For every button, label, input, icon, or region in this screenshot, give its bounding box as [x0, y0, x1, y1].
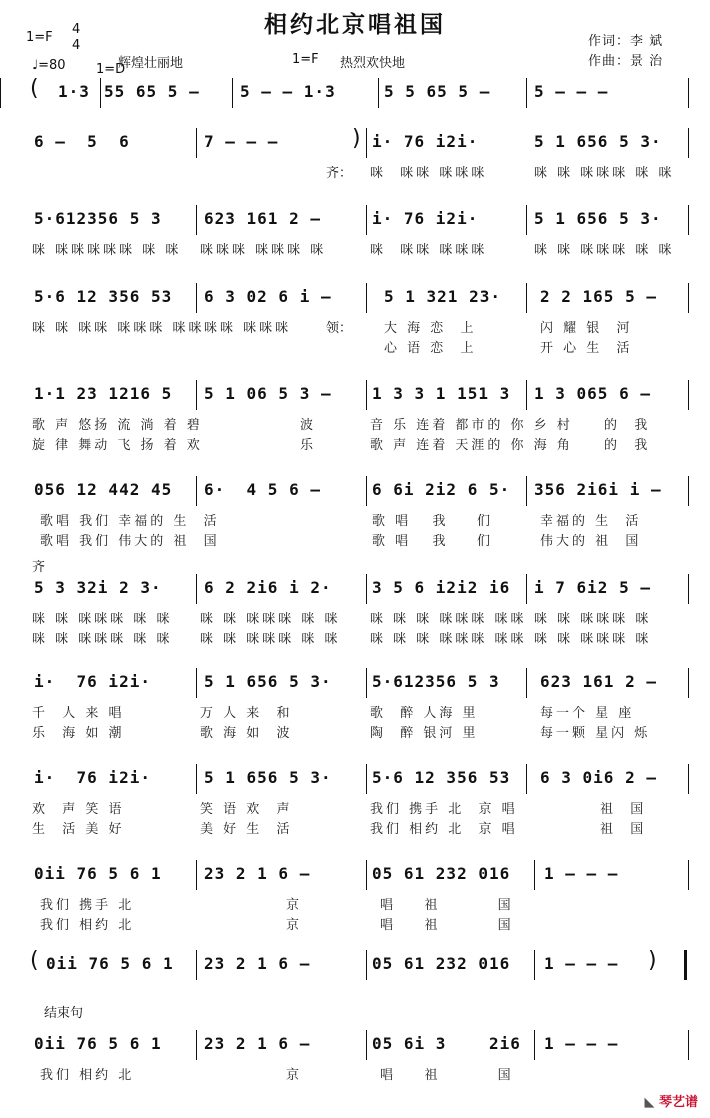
lyric-line-1: 咪 咪 咪咪 咪咪咪 咪咪: [32, 321, 205, 336]
lyric-line-1: 唱 祖 国: [380, 1068, 514, 1083]
measure-notes: 5 1 656 5 3·: [204, 768, 332, 787]
lyric-line-1: 万 人 来 和: [200, 706, 293, 721]
bar-line: [526, 668, 527, 698]
measure-notes: 623 161 2 –: [204, 209, 321, 228]
bar-line: [196, 283, 197, 313]
measure-notes: i· 76 i2i·: [34, 768, 151, 787]
measure-notes: 5 1 656 5 3·: [204, 672, 332, 691]
bar-line: [196, 1030, 197, 1060]
measure-notes: i· 76 i2i·: [372, 132, 479, 151]
lyric-line-2: 心 语 恋 上: [384, 341, 477, 356]
lyric-line-2: 歌唱 我们 伟大的 祖 国: [40, 534, 220, 549]
repeat-close-paren: ): [352, 126, 361, 151]
bar-line: [378, 78, 379, 108]
lyric-line-1: 咪 咪咪咪咪咪 咪 咪: [32, 243, 182, 258]
measure-notes: 6· 4 5 6 –: [204, 480, 321, 499]
measure-notes: 23 2 1 6 –: [204, 1034, 311, 1053]
measure-notes: i 7 6i2 5 –: [534, 578, 651, 597]
bar-line: [688, 128, 689, 158]
lyric-line-1: 音 乐 连着 都市的 你 乡 村: [370, 418, 573, 433]
lyric-line-2: 唱 祖 国: [380, 918, 514, 933]
measure-notes: 623 161 2 –: [540, 672, 657, 691]
measure-notes: 1 3 065 6 –: [534, 384, 651, 403]
bar-line: [526, 78, 527, 108]
lyric-line-2: 京: [286, 918, 303, 933]
lyric-line-1: 京: [286, 898, 303, 913]
measure-notes: 0ii 76 5 6 1: [46, 954, 174, 973]
lyric-line-2: 咪 咪 咪咪咪 咪 咪: [200, 632, 341, 647]
lyric-line-1: 歌 唱 我 们: [372, 514, 494, 529]
lyric-line-1: 京: [286, 1068, 303, 1083]
bar-line: [196, 205, 197, 235]
lyric-line-1: 咪咪 咪咪咪: [204, 321, 292, 336]
bar-line: [688, 860, 689, 890]
bar-line: [688, 476, 689, 506]
measure-notes: 0ii 76 5 6 1: [34, 1034, 162, 1053]
measure-notes: 5·612356 5 3: [34, 209, 162, 228]
bar-line: [366, 128, 367, 158]
lyric-line-2: 我们 相约 北: [40, 918, 135, 933]
lyric-line-2: 生 活 美 好: [32, 822, 125, 837]
bar-line: [688, 574, 689, 604]
lyric-line-1: 咪 咪 咪咪咪 咪: [534, 612, 652, 627]
lyric-line-2: 美 好 生 活: [200, 822, 293, 837]
lyric-line-1: 祖 国: [600, 802, 647, 817]
measure-notes: 6 – 5 6: [34, 132, 130, 151]
bar-line: [526, 574, 527, 604]
bar-line: [688, 78, 689, 108]
bar-line: [688, 380, 689, 410]
lyric-line-1: 歌唱 我们 幸福的 生 活: [40, 514, 220, 529]
measure-notes: 1·3: [58, 82, 90, 101]
lyric-line-2: 的 我: [604, 438, 651, 453]
measure-notes: 5 – – 1·3: [240, 82, 336, 101]
repeat-open-paren: (: [30, 76, 39, 101]
lyric-line-1: 大 海 恋 上: [384, 321, 477, 336]
bar-line: [688, 1030, 689, 1060]
bar-line: [526, 764, 527, 794]
lyric-line-1: 歌 醉 人海 里: [370, 706, 479, 721]
bar-line: [366, 950, 367, 980]
lyric-line-1: 咪咪咪 咪咪咪 咪: [200, 243, 327, 258]
lyric-line-2: 歌 声 连着 天涯的 你 海 角: [370, 438, 573, 453]
bar-line: [366, 476, 367, 506]
lyricist-credit: 作词：李 斌: [588, 34, 664, 49]
lyric-line-2: 歌 海 如 波: [200, 726, 293, 741]
bar-line: [688, 205, 689, 235]
lyric-line-1: 我们 携手 北: [40, 898, 135, 913]
bar-line: [688, 283, 689, 313]
lyric-line-1: 笑 语 欢 声: [200, 802, 293, 817]
bar-line: [526, 380, 527, 410]
lyric-line-2: 咪 咪 咪咪咪 咪 咪: [32, 632, 173, 647]
bar-line: [366, 860, 367, 890]
lyric-line-2: 开 心 生 活: [540, 341, 633, 356]
bar-line: [196, 574, 197, 604]
measure-notes: 23 2 1 6 –: [204, 954, 311, 973]
section-label: 齐：: [326, 166, 353, 181]
bar-line: [196, 128, 197, 158]
measure-notes: 7 – – –: [204, 132, 279, 151]
bar-line: [0, 78, 1, 108]
key-signature: 1=F: [26, 30, 53, 45]
measure-notes: 05 61 232 016: [372, 864, 511, 883]
lyric-line-1: 咪 咪 咪咪咪 咪 咪: [32, 612, 173, 627]
measure-notes: 05 61 232 016: [372, 954, 511, 973]
repeat-open-paren: (: [30, 948, 39, 973]
bar-line: [366, 574, 367, 604]
bar-line: [232, 78, 233, 108]
time-signature-bottom: 4: [72, 38, 81, 53]
measure-notes: 3 5 6 i2i2 i6: [372, 578, 511, 597]
measure-notes: 6 6i 2i2 6 5·: [372, 480, 511, 499]
lyric-line-2: 陶 醉 银河 里: [370, 726, 479, 741]
bar-line: [366, 380, 367, 410]
expression-mark-1: 辉煌壮丽地: [118, 56, 184, 71]
expression-mark-2: 热烈欢快地: [340, 56, 406, 71]
measure-notes: 1 – – –: [544, 864, 619, 883]
measure-notes: 23 2 1 6 –: [204, 864, 311, 883]
logo-mark-icon: ◣: [644, 1095, 655, 1110]
lyric-line-2: 乐 海 如 潮: [32, 726, 125, 741]
lyric-line-1: 咪 咪 咪咪咪 咪 咪: [200, 612, 341, 627]
lyric-line-1: 咪 咪 咪 咪咪咪 咪咪: [370, 612, 527, 627]
composer-credit: 作曲：景 治: [588, 54, 664, 69]
bar-line: [196, 476, 197, 506]
bar-line: [688, 764, 689, 794]
bar-line: [534, 950, 535, 980]
lyric-line-1: 我们 携手 北 京 唱: [370, 802, 518, 817]
measure-notes: 1 – – –: [544, 954, 619, 973]
measure-notes: 1 – – –: [544, 1034, 619, 1053]
lyric-line-2: 旋 律 舞动 飞 扬 着 欢: [32, 438, 203, 453]
measure-notes: 6 3 0i6 2 –: [540, 768, 657, 787]
bar-line: [100, 78, 101, 108]
bar-line: [526, 476, 527, 506]
lyric-line-1: 每一个 星 座: [540, 706, 635, 721]
lyric-line-2: 伟大的 祖 国: [540, 534, 642, 549]
lyric-line-1: 欢 声 笑 语: [32, 802, 125, 817]
bar-line: [366, 205, 367, 235]
measure-notes: 6 2 2i6 i 2·: [204, 578, 332, 597]
repeat-bar-line: [684, 950, 687, 980]
watermark-logo: [644, 1091, 698, 1110]
measure-notes: 1·1 23 1216 5: [34, 384, 173, 403]
bar-line: [534, 860, 535, 890]
bar-line: [196, 380, 197, 410]
measure-notes: 5 1 656 5 3·: [534, 132, 662, 151]
lyric-line-1: 波: [300, 418, 317, 433]
measure-notes: 5·612356 5 3: [372, 672, 500, 691]
section-label: 领：: [326, 321, 353, 336]
lyric-line-1: 我们 相约 北: [40, 1068, 135, 1083]
lyric-line-1: 幸福的 生 活: [540, 514, 642, 529]
lyric-line-1: 闪 耀 银 河: [540, 321, 633, 336]
lyric-line-1: 咪 咪咪 咪咪咪: [370, 166, 488, 181]
lyric-line-1: 歌 声 悠扬 流 淌 着 碧: [32, 418, 203, 433]
repeat-close-paren: ): [648, 948, 657, 973]
bar-line: [196, 950, 197, 980]
measure-notes: 5·6 12 356 53: [34, 287, 173, 306]
measure-notes: 356 2i6i i –: [534, 480, 662, 499]
key-signature-2: 1=F: [292, 52, 319, 67]
measure-notes: 5 – – –: [534, 82, 609, 101]
lyric-line-2: 咪 咪 咪 咪咪咪 咪咪: [370, 632, 527, 647]
ending-label: 结束句: [44, 1006, 84, 1021]
key-change: 1=D: [96, 62, 126, 77]
lyric-line-2: 每一颗 星闪 烁: [540, 726, 651, 741]
measure-notes: i· 76 i2i·: [34, 672, 151, 691]
bar-line: [196, 764, 197, 794]
measure-notes: 1 3 3 1 151 3: [372, 384, 511, 403]
measure-notes: 5 1 321 23·: [384, 287, 501, 306]
measure-notes: 2 2 165 5 –: [540, 287, 657, 306]
measure-notes: 6 3 02 6 i –: [204, 287, 332, 306]
measure-notes: i· 76 i2i·: [372, 209, 479, 228]
bar-line: [366, 764, 367, 794]
lyric-line-1: 唱 祖 国: [380, 898, 514, 913]
lyric-line-2: 咪 咪 咪咪咪 咪: [534, 632, 652, 647]
measure-notes: 5·6 12 356 53: [372, 768, 511, 787]
bar-line: [688, 668, 689, 698]
measure-notes: 5 3 32i 2 3·: [34, 578, 162, 597]
lyric-line-2: 我们 相约 北 京 唱: [370, 822, 518, 837]
lyric-line-1: 咪 咪咪 咪咪咪: [370, 243, 488, 258]
section-label: 齐: [32, 560, 46, 575]
bar-line: [526, 205, 527, 235]
lyric-line-1: 千 人 来 唱: [32, 706, 125, 721]
measure-notes: 5 5 65 5 –: [384, 82, 491, 101]
measure-notes: 5 1 656 5 3·: [534, 209, 662, 228]
lyric-line-2: 乐: [300, 438, 317, 453]
bar-line: [196, 860, 197, 890]
watermark-brand: 琴艺谱: [658, 1095, 698, 1110]
tempo-mark: ♩=80: [32, 58, 66, 73]
song-title: 相约北京唱祖国: [264, 12, 446, 38]
bar-line: [366, 283, 367, 313]
lyric-line-1: 咪 咪 咪咪咪 咪 咪: [534, 243, 675, 258]
measure-notes: 056 12 442 45: [34, 480, 173, 499]
lyric-line-1: 的 我: [604, 418, 651, 433]
measure-notes: 5 1 06 5 3 –: [204, 384, 332, 403]
measure-notes: 55 65 5 –: [104, 82, 200, 101]
measure-notes: 05 6i 3 2i6: [372, 1034, 521, 1053]
bar-line: [366, 668, 367, 698]
lyric-line-1: 咪 咪 咪咪咪 咪 咪: [534, 166, 675, 181]
measure-notes: 0ii 76 5 6 1: [34, 864, 162, 883]
bar-line: [196, 668, 197, 698]
bar-line: [526, 283, 527, 313]
lyric-line-2: 歌 唱 我 们: [372, 534, 494, 549]
time-signature-top: 4: [72, 22, 81, 37]
bar-line: [366, 1030, 367, 1060]
lyric-line-2: 祖 国: [600, 822, 647, 837]
bar-line: [534, 1030, 535, 1060]
